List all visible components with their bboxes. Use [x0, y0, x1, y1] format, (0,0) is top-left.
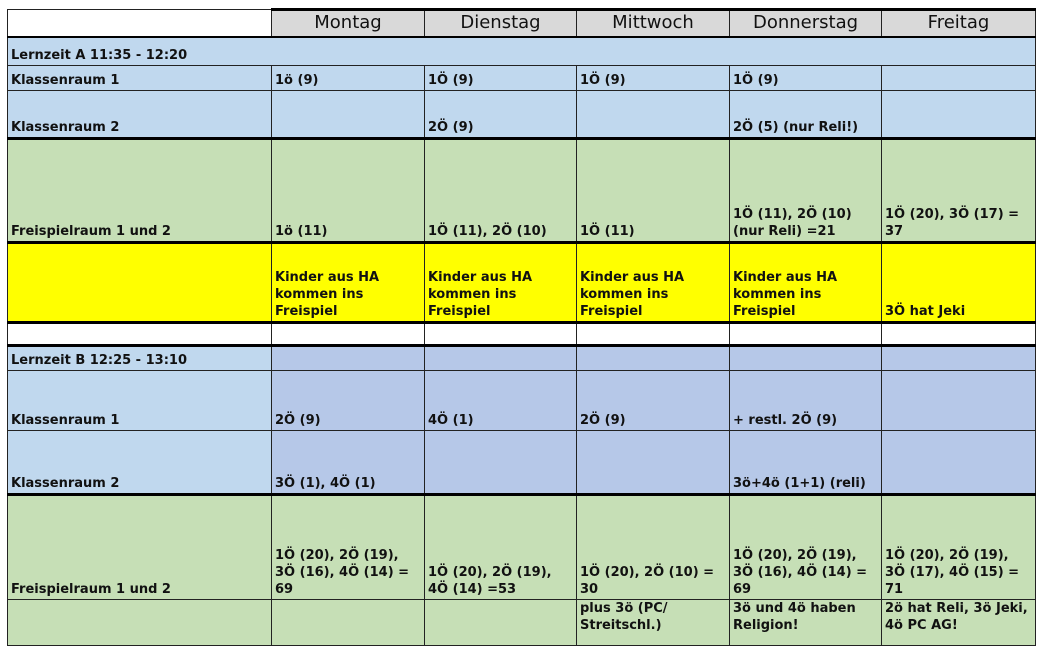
cell-freitag[interactable]: 1Ö (20), 3Ö (17) = 37: [882, 139, 1036, 243]
cell-donnerstag[interactable]: [730, 346, 882, 371]
row-label[interactable]: Klassenraum 1: [8, 66, 272, 91]
cell-donnerstag[interactable]: Kinder aus HA kommen ins Freispiel: [730, 243, 882, 323]
spacer-cell[interactable]: [882, 323, 1036, 346]
cell-mittwoch[interactable]: plus 3ö (PC/ Streitschl.): [577, 600, 730, 646]
section-a-row-freispielraum: [8, 139, 1036, 243]
spacer-cell[interactable]: [272, 323, 425, 346]
cell-mittwoch[interactable]: 1Ö (20), 2Ö (10) = 30: [577, 495, 730, 600]
cell-mittwoch[interactable]: 2Ö (9): [577, 371, 730, 431]
spacer-cell[interactable]: [425, 323, 577, 346]
header-day-montag[interactable]: Montag: [272, 10, 425, 37]
cell-donnerstag[interactable]: 3ö+4ö (1+1) (reli): [730, 431, 882, 495]
section-a-title-row: [8, 37, 1036, 66]
header-row: [8, 10, 1036, 37]
cell-dienstag[interactable]: [425, 431, 577, 495]
cell-donnerstag[interactable]: + restl. 2Ö (9): [730, 371, 882, 431]
section-b-row-notes: [8, 600, 1036, 646]
cell-mittwoch[interactable]: 1Ö (11): [577, 139, 730, 243]
header-day-freitag[interactable]: Freitag: [882, 10, 1036, 37]
cell-dienstag[interactable]: [425, 600, 577, 646]
spacer-cell[interactable]: [577, 323, 730, 346]
row-label[interactable]: Klassenraum 1: [8, 371, 272, 431]
cell-mittwoch[interactable]: [577, 91, 730, 139]
header-day-donnerstag[interactable]: Donnerstag: [730, 10, 882, 37]
row-label[interactable]: [8, 243, 272, 323]
cell-freitag[interactable]: [882, 91, 1036, 139]
cell-donnerstag[interactable]: 1Ö (20), 2Ö (19), 3Ö (16), 4Ö (14) = 69: [730, 495, 882, 600]
cell-montag[interactable]: [272, 346, 425, 371]
header-day-mittwoch[interactable]: Mittwoch: [577, 10, 730, 37]
section-a-row-klassenraum-1: [8, 66, 1036, 91]
section-b-title-row: [8, 346, 1036, 371]
row-label[interactable]: Klassenraum 2: [8, 431, 272, 495]
cell-mittwoch[interactable]: [577, 346, 730, 371]
cell-donnerstag[interactable]: 1Ö (11), 2Ö (10) (nur Reli) =21: [730, 139, 882, 243]
spacer-cell[interactable]: [730, 323, 882, 346]
cell-montag[interactable]: [272, 600, 425, 646]
header-corner-cell[interactable]: [8, 10, 272, 37]
header-day-dienstag[interactable]: Dienstag: [425, 10, 577, 37]
cell-dienstag[interactable]: 1Ö (11), 2Ö (10): [425, 139, 577, 243]
cell-dienstag[interactable]: 1Ö (20), 2Ö (19), 4Ö (14) =53: [425, 495, 577, 600]
section-b-row-freispielraum: [8, 495, 1036, 600]
spacer-cell[interactable]: [8, 323, 272, 346]
cell-dienstag[interactable]: 1Ö (9): [425, 66, 577, 91]
cell-dienstag[interactable]: 4Ö (1): [425, 371, 577, 431]
cell-montag[interactable]: 1ö (9): [272, 66, 425, 91]
cell-donnerstag[interactable]: 3ö und 4ö haben Religion!: [730, 600, 882, 646]
cell-mittwoch[interactable]: Kinder aus HA kommen ins Freispiel: [577, 243, 730, 323]
row-label[interactable]: Klassenraum 2: [8, 91, 272, 139]
cell-dienstag[interactable]: 2Ö (9): [425, 91, 577, 139]
cell-mittwoch[interactable]: 1Ö (9): [577, 66, 730, 91]
cell-donnerstag[interactable]: 1Ö (9): [730, 66, 882, 91]
cell-mittwoch[interactable]: [577, 431, 730, 495]
cell-donnerstag[interactable]: 2Ö (5) (nur Reli!): [730, 91, 882, 139]
cell-freitag[interactable]: [882, 346, 1036, 371]
cell-montag[interactable]: 3Ö (1), 4Ö (1): [272, 431, 425, 495]
cell-dienstag[interactable]: [425, 346, 577, 371]
cell-montag[interactable]: 2Ö (9): [272, 371, 425, 431]
row-label[interactable]: Freispielraum 1 und 2: [8, 495, 272, 600]
row-label[interactable]: Freispielraum 1 und 2: [8, 139, 272, 243]
cell-freitag[interactable]: [882, 66, 1036, 91]
cell-montag[interactable]: [272, 91, 425, 139]
section-a-row-klassenraum-2: [8, 91, 1036, 139]
cell-freitag[interactable]: 2ö hat Reli, 3ö Jeki, 4ö PC AG!: [882, 600, 1036, 646]
cell-freitag[interactable]: 3Ö hat Jeki: [882, 243, 1036, 323]
schedule-table: [7, 8, 1036, 646]
cell-freitag[interactable]: [882, 371, 1036, 431]
section-b-row-klassenraum-1: [8, 371, 1036, 431]
row-label[interactable]: [8, 600, 272, 646]
section-b-title[interactable]: Lernzeit B 12:25 - 13:10: [8, 346, 272, 371]
section-a-title[interactable]: Lernzeit A 11:35 - 12:20: [8, 37, 1036, 66]
cell-freitag[interactable]: 1Ö (20), 2Ö (19), 3Ö (17), 4Ö (15) = 71: [882, 495, 1036, 600]
cell-montag[interactable]: 1Ö (20), 2Ö (19), 3Ö (16), 4Ö (14) = 69: [272, 495, 425, 600]
cell-montag[interactable]: 1ö (11): [272, 139, 425, 243]
cell-dienstag[interactable]: Kinder aus HA kommen ins Freispiel: [425, 243, 577, 323]
section-a-row-notes: [8, 243, 1036, 323]
cell-montag[interactable]: Kinder aus HA kommen ins Freispiel: [272, 243, 425, 323]
cell-freitag[interactable]: [882, 431, 1036, 495]
section-b-row-klassenraum-2: [8, 431, 1036, 495]
spacer-row: [8, 323, 1036, 346]
